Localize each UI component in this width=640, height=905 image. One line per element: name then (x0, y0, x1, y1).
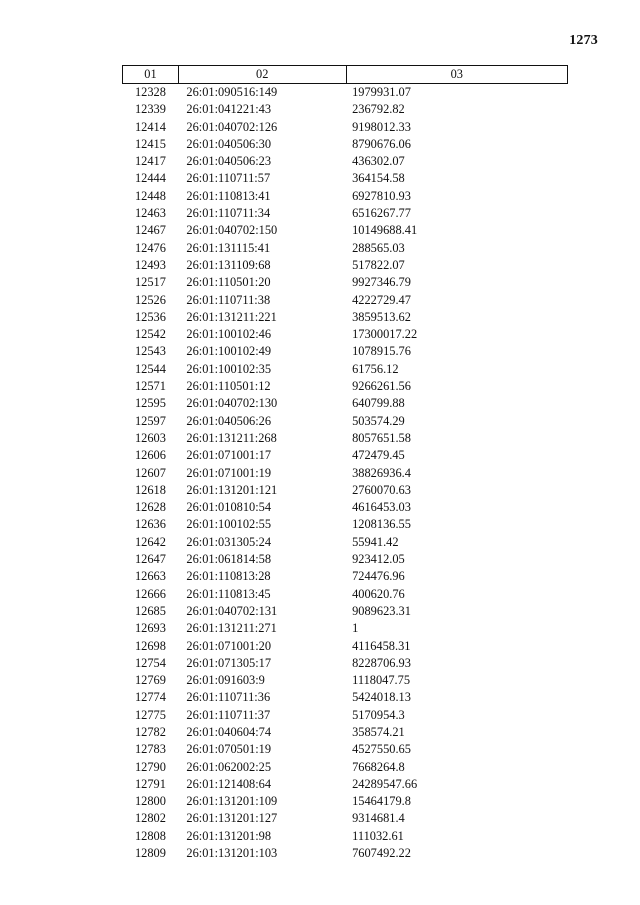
cadastral-number-cell: 26:01:040506:30 (186, 136, 272, 151)
header-row (123, 66, 568, 84)
row-number-cell: 12809 (134, 846, 166, 861)
cadastral-number-cell: 26:01:071305:17 (186, 655, 272, 670)
cadastral-number-cell: 26:01:090516:149 (186, 85, 278, 99)
cadastral-number-cell: 26:01:131211:271 (186, 621, 277, 636)
table-row (123, 170, 568, 187)
row-number-cell: 12790 (134, 759, 166, 774)
value-cell: 9089623.31 (352, 603, 411, 618)
table-row (123, 361, 568, 378)
table-row (123, 689, 568, 706)
value-cell: 503574.29 (352, 413, 405, 428)
table-row (123, 101, 568, 118)
table-row (123, 707, 568, 724)
value-cell: 640799.88 (352, 396, 405, 411)
value-cell: 4616453.03 (352, 500, 411, 515)
value-cell: 9266261.56 (352, 379, 411, 394)
cadastral-number-cell: 26:01:110501:20 (186, 275, 271, 290)
value-cell: 3859513.62 (352, 309, 411, 324)
row-number-cell: 12774 (134, 690, 166, 705)
value-cell: 724476.96 (352, 569, 405, 584)
cadastral-number-cell: 26:01:121408:64 (186, 776, 272, 791)
row-number-cell: 12597 (134, 413, 166, 428)
cadastral-number-cell: 26:01:071001:19 (186, 465, 272, 480)
table-row (123, 309, 568, 326)
cadastral-number-cell: 26:01:061814:58 (186, 552, 272, 567)
cadastral-number-cell: 26:01:131201:109 (186, 794, 278, 809)
cadastral-number-cell: 26:01:131201:103 (186, 846, 278, 861)
value-cell: 1208136.55 (352, 517, 411, 532)
cadastral-number-cell: 26:01:041221:43 (186, 102, 272, 117)
row-number-cell: 12802 (134, 811, 166, 826)
row-number-cell: 12808 (134, 828, 166, 843)
cadastral-number-cell: 26:01:100102:46 (186, 327, 272, 342)
table-row (123, 465, 568, 482)
row-number-cell: 12782 (134, 724, 166, 739)
row-number-cell: 12663 (134, 569, 166, 584)
table-row (123, 551, 568, 568)
value-cell: 111032.61 (352, 828, 404, 843)
value-cell: 923412.05 (352, 552, 405, 567)
row-number-cell: 12783 (134, 742, 166, 757)
row-number-cell: 12693 (134, 621, 166, 636)
table-row (123, 586, 568, 603)
row-number-cell: 12544 (134, 361, 166, 376)
value-cell: 2760070.63 (352, 482, 411, 497)
table-row (123, 292, 568, 309)
cadastral-number-cell: 26:01:110711:34 (186, 206, 271, 221)
table-row (123, 257, 568, 274)
value-cell: 38826936.4 (352, 465, 411, 480)
value-cell: 517822.07 (352, 257, 405, 272)
row-number-cell: 12339 (134, 102, 166, 117)
table-row (123, 222, 568, 239)
cadastral-number-cell: 26:01:110711:37 (186, 707, 271, 722)
row-number-cell: 12775 (134, 707, 166, 722)
cadastral-number-cell: 26:01:070501:19 (186, 742, 272, 757)
cadastral-number-cell: 26:01:110711:38 (186, 292, 271, 307)
table-row (123, 482, 568, 499)
table-row (123, 205, 568, 222)
cadastral-number-cell: 26:01:110711:36 (186, 690, 271, 705)
table-row (123, 136, 568, 153)
value-cell: 364154.58 (352, 171, 405, 186)
data-table (122, 65, 568, 862)
table-row (123, 793, 568, 810)
row-number-cell: 12636 (134, 517, 166, 532)
cadastral-number-cell: 26:01:031305:24 (186, 534, 272, 549)
row-number-cell: 12603 (134, 430, 166, 445)
value-cell: 1118047.75 (352, 673, 411, 688)
table-row (123, 84, 568, 102)
value-cell: 436302.07 (352, 154, 405, 169)
row-number-cell: 12618 (134, 482, 166, 497)
value-cell: 5170954.3 (352, 707, 405, 722)
table-row (123, 620, 568, 637)
cadastral-number-cell: 26:01:131115:41 (186, 240, 271, 255)
row-number-cell: 12467 (134, 223, 166, 238)
value-cell: 236792.82 (352, 102, 405, 117)
cadastral-number-cell: 26:01:110813:28 (186, 569, 271, 584)
row-number-cell: 12526 (134, 292, 166, 307)
cadastral-number-cell: 26:01:040604:74 (186, 724, 272, 739)
value-cell: 9927346.79 (352, 275, 411, 290)
table-row (123, 759, 568, 776)
table-row (123, 430, 568, 447)
cadastral-number-cell: 26:01:040506:26 (186, 413, 272, 428)
cadastral-number-cell: 26:01:131201:121 (186, 482, 278, 497)
column-header-02: 02 (178, 66, 346, 84)
value-cell: 358574.21 (352, 724, 405, 739)
row-number-cell: 12628 (134, 500, 166, 515)
table-row (123, 274, 568, 291)
cadastral-number-cell: 26:01:100102:49 (186, 344, 272, 359)
cadastral-number-cell: 26:01:131201:127 (186, 811, 278, 826)
value-cell: 8790676.06 (352, 136, 411, 151)
table-row (123, 447, 568, 464)
value-cell: 7607492.22 (352, 846, 411, 861)
table-row (123, 188, 568, 205)
table-row (123, 516, 568, 533)
cadastral-number-cell: 26:01:040702:126 (186, 119, 278, 134)
page-number: 1273 (569, 33, 598, 48)
value-cell: 9198012.33 (352, 119, 411, 134)
value-cell: 7668264.8 (352, 759, 405, 774)
column-header-01: 01 (123, 66, 179, 84)
table-row (123, 395, 568, 412)
value-cell: 400620.76 (352, 586, 405, 601)
row-number-cell: 12607 (134, 465, 166, 480)
row-number-cell: 12571 (134, 379, 166, 394)
table-row (123, 655, 568, 672)
row-number-cell: 12493 (134, 257, 166, 272)
cadastral-number-cell: 26:01:071001:20 (186, 638, 272, 653)
row-number-cell: 12542 (134, 327, 166, 342)
table-row (123, 119, 568, 136)
row-number-cell: 12543 (134, 344, 166, 359)
cadastral-number-cell: 26:01:062002:25 (186, 759, 272, 774)
row-number-cell: 12769 (134, 673, 166, 688)
cadastral-number-cell: 26:01:100102:35 (186, 361, 272, 376)
value-cell: 9314681.4 (352, 811, 405, 826)
row-number-cell: 12685 (134, 603, 166, 618)
value-cell: 61756.12 (352, 361, 399, 376)
table-row (123, 776, 568, 793)
cadastral-number-cell: 26:01:040702:150 (186, 223, 278, 238)
value-cell: 4116458.31 (352, 638, 411, 653)
table-row (123, 810, 568, 827)
cadastral-number-cell: 26:01:110501:12 (186, 379, 271, 394)
cadastral-number-cell: 26:01:040702:130 (186, 396, 278, 411)
value-cell: 1 (352, 621, 359, 636)
row-number-cell: 12417 (134, 154, 166, 169)
table-row (123, 638, 568, 655)
value-cell: 288565.03 (352, 240, 405, 255)
table-row (123, 153, 568, 170)
row-number-cell: 12448 (134, 188, 166, 203)
cadastral-number-cell: 26:01:091603:9 (186, 673, 265, 688)
table-row (123, 240, 568, 257)
row-number-cell: 12754 (134, 655, 166, 670)
cadastral-number-cell: 26:01:071001:17 (186, 448, 272, 463)
table-row (123, 828, 568, 845)
value-cell: 15464179.8 (352, 794, 411, 809)
cadastral-number-cell: 26:01:131211:268 (186, 430, 277, 445)
column-header-03: 03 (346, 66, 567, 84)
table-header (123, 66, 568, 84)
row-number-cell: 12517 (134, 275, 166, 290)
value-cell: 10149688.41 (352, 223, 418, 238)
cadastral-number-cell: 26:01:040506:23 (186, 154, 272, 169)
value-cell: 6516267.77 (352, 206, 411, 221)
value-cell: 4222729.47 (352, 292, 411, 307)
table-row (123, 413, 568, 430)
row-number-cell: 12647 (134, 552, 166, 567)
cadastral-number-cell: 26:01:131201:98 (186, 828, 272, 843)
table-row (123, 534, 568, 551)
cadastral-number-cell: 26:01:110813:41 (186, 188, 271, 203)
row-number-cell: 12606 (134, 448, 166, 463)
table-row (123, 378, 568, 395)
table-row (123, 499, 568, 516)
value-cell: 472479.45 (352, 448, 405, 463)
row-number-cell: 12463 (134, 206, 166, 221)
cadastral-number-cell: 26:01:110711:57 (186, 171, 271, 186)
value-cell: 8228706.93 (352, 655, 411, 670)
table-row (123, 672, 568, 689)
value-cell: 1078915.76 (352, 344, 411, 359)
row-number-cell: 12791 (134, 776, 166, 791)
row-number-cell: 12415 (134, 136, 166, 151)
table-row (123, 845, 568, 862)
value-cell: 17300017.22 (352, 327, 418, 342)
table-body (123, 84, 568, 863)
table-row (123, 741, 568, 758)
value-cell: 55941.42 (352, 534, 399, 549)
row-number-cell: 12444 (134, 171, 166, 186)
value-cell: 5424018.13 (352, 690, 411, 705)
row-number-cell: 12414 (134, 119, 166, 134)
cadastral-number-cell: 26:01:131109:68 (186, 257, 271, 272)
row-number-cell: 12642 (134, 534, 166, 549)
value-cell: 1979931.07 (352, 85, 411, 99)
table-row (123, 724, 568, 741)
row-number-cell: 12476 (134, 240, 166, 255)
row-number-cell: 12666 (134, 586, 166, 601)
value-cell: 4527550.65 (352, 742, 411, 757)
value-cell: 24289547.66 (352, 776, 418, 791)
cadastral-number-cell: 26:01:131211:221 (186, 309, 277, 324)
row-number-cell: 12328 (134, 85, 166, 99)
cadastral-number-cell: 26:01:110813:45 (186, 586, 271, 601)
row-number-cell: 12536 (134, 309, 166, 324)
table-row (123, 568, 568, 585)
row-number-cell: 12595 (134, 396, 166, 411)
row-number-cell: 12800 (134, 794, 166, 809)
cadastral-number-cell: 26:01:100102:55 (186, 517, 272, 532)
value-cell: 8057651.58 (352, 430, 411, 445)
value-cell: 6927810.93 (352, 188, 411, 203)
cadastral-number-cell: 26:01:010810:54 (186, 500, 272, 515)
table-row (123, 343, 568, 360)
row-number-cell: 12698 (134, 638, 166, 653)
cadastral-number-cell: 26:01:040702:131 (186, 603, 278, 618)
table-row (123, 326, 568, 343)
table-row (123, 603, 568, 620)
